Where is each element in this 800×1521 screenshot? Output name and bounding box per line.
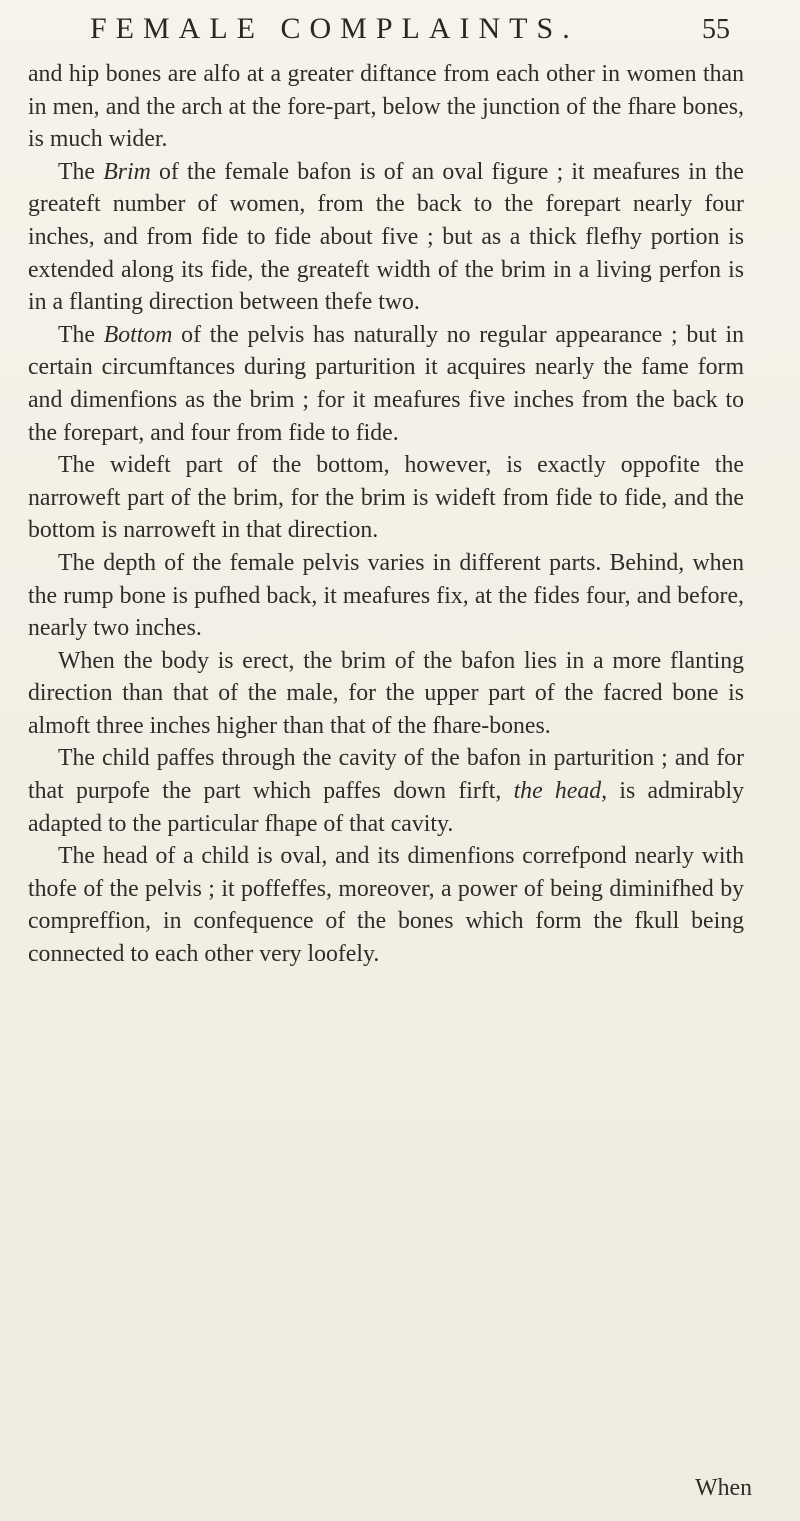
paragraph-text: The head of a child is oval, and its dimenfions correfpond nearly with thofe of the pelvis ; it poffeffes, moreover, a power of being diminifhed by compreffion, in confequence of the bones which form the fkull being connected to each other very loofely. — [28, 843, 744, 968]
paragraph-text: The wideft part of the bottom, however, is exactly oppofite the narroweft part of the brim, for the brim is wideft from fide to fide, and the bottom is narroweft in that direction. — [28, 452, 744, 544]
italic-term-bottom: Bottom — [103, 321, 173, 348]
page-header — [90, 12, 730, 56]
paragraph-text-run: of the female bafon is of an oval figure ; it meafures in the greateft number of women, from the back to the forepart nearly four inches, and from fide to fide about five ; but as a thick flefhy portion is extended along its fide, the greateft width of the brim in a living perfon is in a flanting direction between thefe two. — [28, 158, 744, 316]
running-title: FEMALE COMPLAINTS. — [90, 12, 579, 45]
paragraph-depth — [28, 547, 744, 645]
catchword: When — [695, 1475, 752, 1501]
page-number: 55 — [702, 14, 730, 45]
paragraph-text-run: is admirably adapted to the particular fhape of that cavity. — [28, 778, 744, 837]
paragraph-bottom — [28, 319, 744, 449]
paragraph-child-passes — [28, 742, 744, 840]
italic-term-brim: Brim — [103, 158, 151, 185]
paragraph-erect-body — [28, 645, 744, 743]
paragraph-text-run: The child paffes through the cavity of the bafon in parturition ; and for that purpofe the part which paffes down firft, — [28, 745, 744, 805]
paragraph-brim — [28, 156, 744, 319]
paragraph-continuation — [28, 58, 744, 156]
paragraph-text: When the body is erect, the brim of the bafon lies in a more flanting direction than that of the male, for the upper part of the facred bone is almoft three inches higher than that of the fhare-bones. — [28, 647, 744, 739]
italic-term-head: the head, — [513, 778, 608, 805]
paragraph-text-run: The — [58, 321, 104, 348]
paragraph-widest-part — [28, 449, 744, 547]
paragraph-text-run: of the pelvis has naturally no regular appearance ; but in certain circumftances during parturition it acquires nearly the fame form and dimenfions as the brim ; for it meafures five inches from the back to the forepart, and four from fide to fide. — [28, 321, 745, 446]
paragraph-head-oval — [28, 840, 744, 970]
body-text — [28, 58, 744, 971]
paragraph-text: and hip bones are alfo at a greater diftance from each other in women than in men, and the arch at the fore-part, below the junction of the fhare bones, is much wider. — [28, 61, 744, 153]
paragraph-text: The depth of the female pelvis varies in different parts. Behind, when the rump bone is pufhed back, it meafures fix, at the fides four, and before, nearly two inches. — [28, 549, 744, 642]
paragraph-text-run: The — [58, 158, 104, 185]
